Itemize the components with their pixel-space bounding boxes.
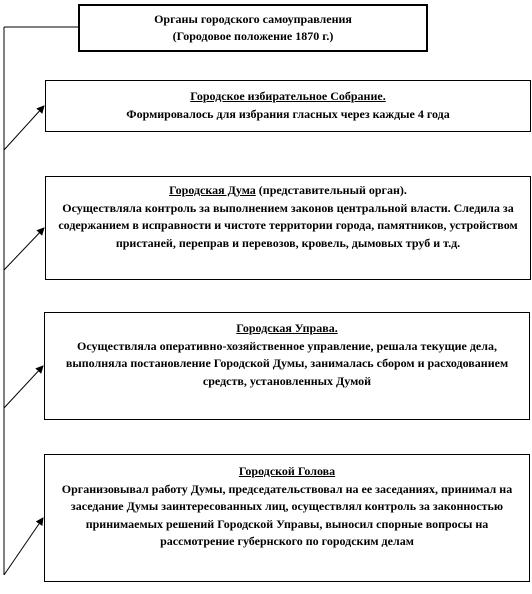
city-duma-subtitle: (представительный орган). [255,183,407,197]
arrow-to-city-head [4,518,43,575]
city-council-title: Городская Управа. [236,321,338,335]
city-duma-text: Осуществляла контроль за выполнением законов центральной власти. Следила за содержанием в исправности и чистоте территории города, памятников, устройством пристаней, переправ и перевозов, кровель, дымовых труб и т.д. [58,200,518,250]
header-box [78,4,428,52]
electoral-assembly-title: Городское избирательное Собрание. [190,89,386,103]
city-head-text: Организовывал работу Думы, председательствовал на ее заседаниях, принимал на заседание Думы заинтересованных лиц, осуществлял контроль за законностью принимаемых решений Городской Управы, выносил спорные вопросы на рассмотрение губернского по городским делам [61,481,513,548]
city-council-box [44,312,530,420]
header-title: Органы городского самоуправления [154,12,352,26]
header-subtitle: (Городовое положение 1870 г.) [172,29,334,43]
arrow-to-electoral-assembly [4,106,44,150]
city-duma-box [45,176,531,280]
city-head-title: Городской Голова [238,464,336,478]
arrow-to-city-council [4,366,43,408]
city-duma-title: Городская Дума [169,183,256,197]
electoral-assembly-box [45,80,531,132]
city-head-box [44,454,530,582]
arrow-to-city-duma [4,228,44,270]
electoral-assembly-text: Формировалось для избрания гласных через каждые 4 года [126,106,450,121]
city-council-text: Осуществляла оперативно-хозяйственное управление, решала текущие дела, выполняла постановление Городской Думы, занималась сбором и расходованием средств, установленных Думой [65,338,509,388]
